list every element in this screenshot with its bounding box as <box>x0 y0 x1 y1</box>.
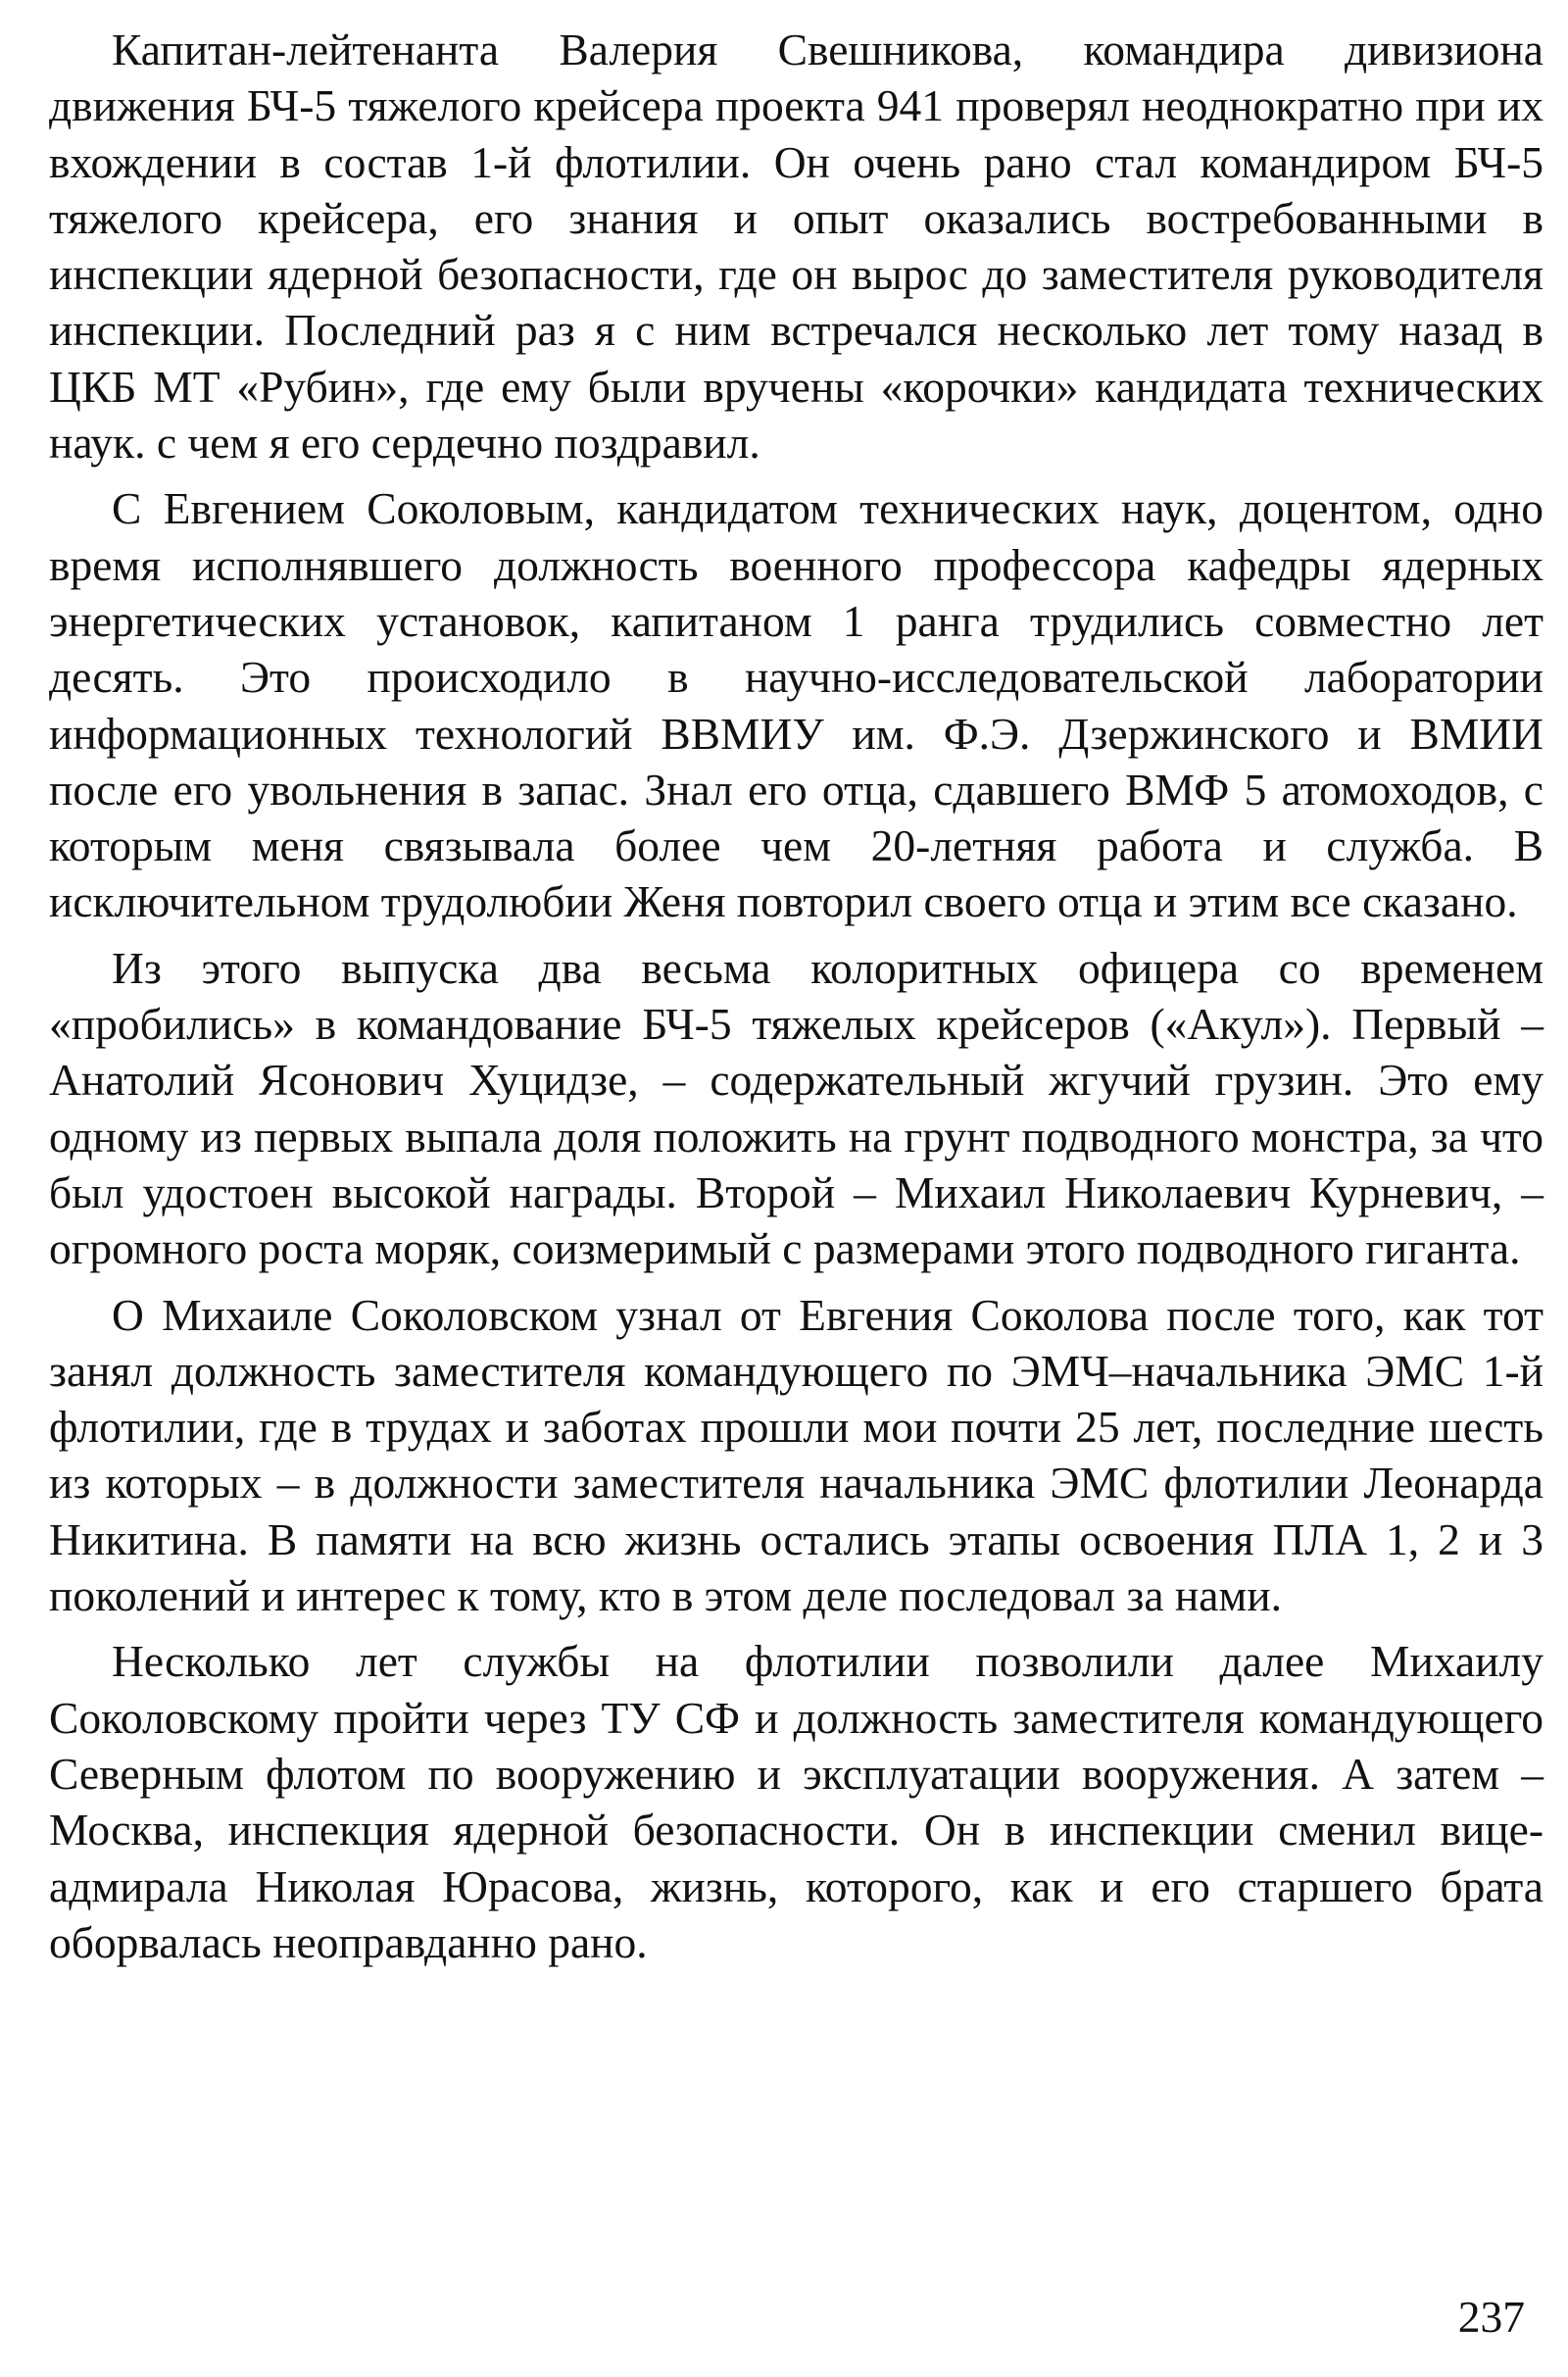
paragraph-5: Несколько лет службы на флотилии позволили далее Михаилу Соколовскому пройти через ТУ СФ и должность заместителя командующего Северным флотом по вооружению и эксплуатации вооружения. А затем – Москва, инспекция ядерной безопасности. Он в инспекции сменил вице-адмирала Николая Юрасова, жизнь, которого, как и его старшего брата оборвалась неоправданно рано. <box>49 1636 1544 1967</box>
paragraph-3: Из этого выпуска два весьма колоритных офицера со временем «пробились» в командование БЧ-5 тяжелых крейсеров («Акул»). Первый – Анатолий Ясонович Хуцидзе, – содержательный жгучий грузин. Это ему одному из первых выпала доля положить на грунт подводного монстра, за что был удостоен высокой награды. Второй – Михаил Николаевич Курневич, – огромного роста моряк, соизмеримый с размерами этого подводного гиганта. <box>49 942 1544 1274</box>
paragraph-1: Капитан-лейтенанта Валерия Свешникова, командира дивизиона движения БЧ-5 тяжелого крейсера проекта 941 проверял неоднократно при их вхождении в состав 1-й флотилии. Он очень рано стал командиром БЧ-5 тяжелого крейсера, его знания и опыт оказались востребованными в инспекции ядерной безопасности, где он вырос до заместителя руководителя инспекции. Последний раз я с ним встречался несколько лет тому назад в ЦКБ МТ «Рубин», где ему были вручены «корочки» кандидата технических наук. с чем я его сердечно поздравил. <box>49 25 1544 469</box>
paragraph-4: О Михаиле Соколовском узнал от Евгения Соколова после того, как тот занял должность заместителя командующего по ЭМЧ–начальника ЭМС 1-й флотилии, где в трудах и заботах прошли мои почти 25 лет, последние шесть из которых – в должности заместителя начальника ЭМС флотилии Леонарда Никитина. В памяти на всю жизнь остались этапы освоения ПЛА 1, 2 и 3 поколений и интерес к тому, кто в этом деле последовал за нами. <box>49 1289 1544 1621</box>
page-number: 237 <box>1457 2292 1525 2342</box>
page-body <box>49 22 1544 1980</box>
paragraph-2: С Евгением Соколовым, кандидатом технических наук, доцентом, одно время исполнявшего должность военного профессора кафедры ядерных энергетических установок, капитаном 1 ранга трудились совместно лет десять. Это происходило в научно-исследовательской лаборатории информационных технологий ВВМИУ им. Ф.Э. Дзержинского и ВМИИ после его увольнения в запас. Знал его отца, сдавшего ВМФ 5 атомоходов, с которым меня связывала более чем 20-летняя работа и служба. В исключительном трудолюбии Женя повторил своего отца и этим все сказано. <box>49 483 1544 927</box>
